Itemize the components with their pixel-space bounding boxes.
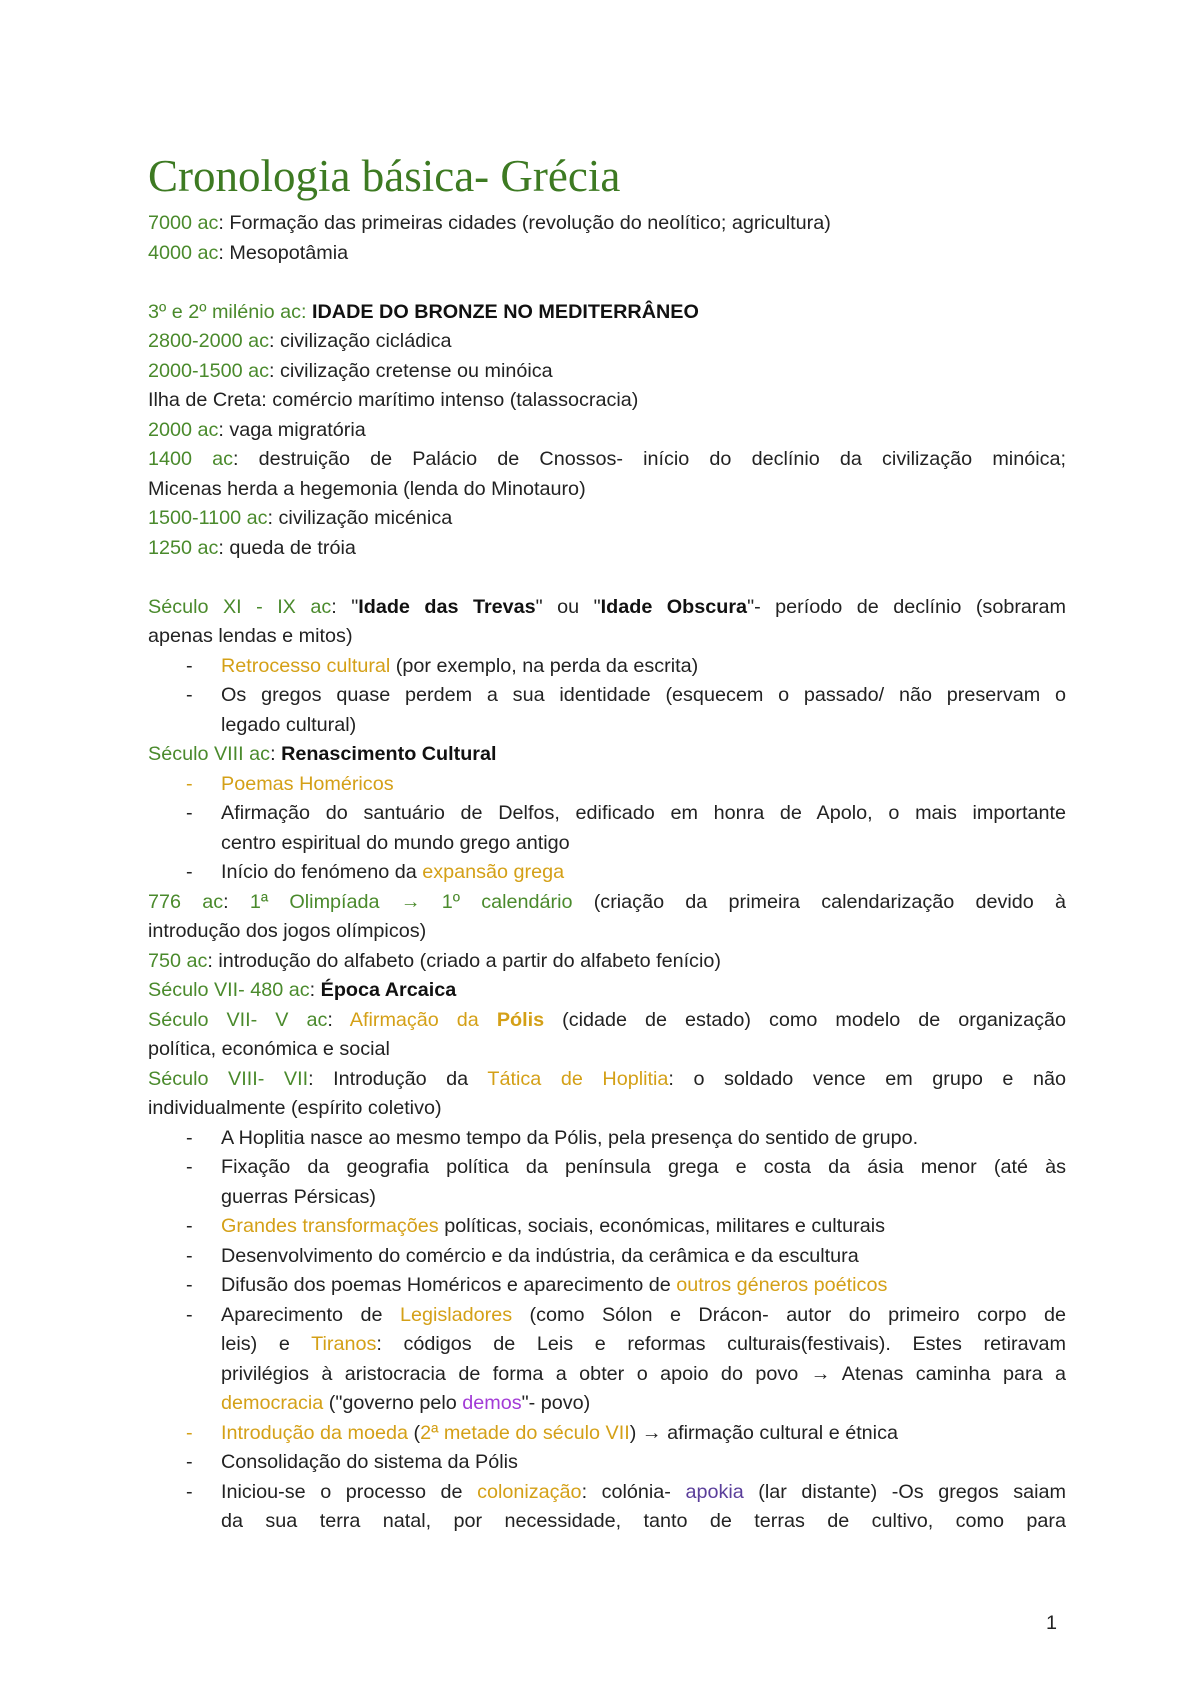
- date-label: 1250 ac: [148, 536, 219, 559]
- highlight-text: 2ª metade do século VII: [420, 1421, 630, 1444]
- bullet-dash: -: [186, 1274, 193, 1296]
- bullet-dash: -: [186, 802, 193, 824]
- bullet-item: [148, 681, 1066, 711]
- bullet-dash: -: [186, 1126, 193, 1149]
- date-label: 3º e 2º milénio ac:: [148, 300, 312, 323]
- entry-text: : colónia-: [581, 1480, 686, 1503]
- bullet-item: [148, 770, 1066, 800]
- entry-text: Consolidação do sistema da Pólis: [221, 1451, 518, 1473]
- entry-text: Iniciou-se o processo de: [221, 1480, 478, 1503]
- timeline-entry: [148, 534, 1066, 564]
- entry-text: Desenvolvimento do comércio e da indústria, da cerâmica e da escultura: [221, 1244, 859, 1267]
- date-label: Século VIII- VII: [148, 1067, 309, 1090]
- entry-text: " ou ": [535, 595, 601, 618]
- bullet-item: [148, 1124, 1066, 1154]
- entry-text: :: [309, 979, 321, 1001]
- timeline-entry: [148, 947, 1066, 977]
- bullet-dash: -: [186, 684, 193, 706]
- period-heading: IDADE DO BRONZE NO MEDITERRÂNEO: [312, 300, 699, 323]
- timeline-entry: [148, 976, 1066, 1006]
- entry-text: Ilha de Creta: comércio marítimo intenso (talassocracia): [148, 389, 639, 411]
- entry-text: ("governo pelo: [323, 1392, 463, 1414]
- entry-text: : introdução do alfabeto (criado a partir do alfabeto fenício): [207, 949, 721, 972]
- purple-term: demos: [462, 1392, 522, 1414]
- timeline-entry: [148, 239, 1066, 269]
- document-body: [148, 209, 1066, 1537]
- period-name: Idade Obscura: [600, 595, 748, 618]
- date-label: 4000 ac: [148, 241, 219, 264]
- entry-text: : civilização cretense ou minóica: [269, 359, 553, 382]
- entry-text: Fixação da geografia política da península grega e costa da ásia menor (até às: [221, 1156, 1066, 1178]
- highlight-text: Tática de Hoplitia: [487, 1067, 669, 1090]
- bullet-continuation: [148, 1507, 1066, 1537]
- timeline-entry: [148, 888, 1066, 918]
- date-label: 2000-1500 ac: [148, 359, 269, 382]
- highlight-text: 1ª Olimpíada → 1º calendário: [249, 890, 573, 913]
- bullet-continuation: legado cultural): [221, 713, 357, 736]
- bullet-continuation: [148, 1330, 1066, 1360]
- timeline-entry: [148, 357, 1066, 387]
- bullet-continuation: [148, 1360, 1066, 1390]
- bullet-item: [148, 1419, 1066, 1449]
- entry-text: Difusão dos poemas Homéricos e aparecimento de: [221, 1274, 677, 1296]
- entry-continuation: individualmente (espírito coletivo): [148, 1097, 442, 1119]
- bullet-item: [148, 1448, 1066, 1478]
- bullet-item: [148, 1212, 1066, 1242]
- bullet-dash: -: [186, 1303, 193, 1326]
- bullet-dash: -: [186, 1244, 193, 1267]
- period-name: Época Arcaica: [320, 979, 457, 1001]
- entry-continuation: Micenas herda a hegemonia (lenda do Minotauro): [148, 477, 586, 500]
- bullet-item: [148, 1271, 1066, 1301]
- entry-text: : Introdução da: [308, 1067, 488, 1090]
- bullet-dash: -: [186, 1451, 193, 1473]
- highlight-text: Tiranos: [311, 1333, 377, 1355]
- blank-line: [148, 268, 1066, 298]
- bullet-item: [148, 858, 1066, 888]
- entry-text: Aparecimento de: [221, 1303, 400, 1326]
- bullet-item: [148, 1242, 1066, 1272]
- entry-text: : Formação das primeiras cidades (revolução do neolítico; agricultura): [218, 212, 831, 234]
- bullet-item: [148, 652, 1066, 682]
- period-name: Renascimento Cultural: [281, 743, 497, 765]
- period-name: Idade das Trevas: [358, 595, 536, 618]
- highlight-text: Introdução da moeda: [221, 1421, 408, 1444]
- bullet-dash: -: [186, 654, 193, 677]
- entry-continuation: política, económica e social: [148, 1038, 390, 1060]
- date-label: 2800-2000 ac: [148, 330, 269, 352]
- bullet-item: [148, 799, 1066, 829]
- highlight-text: Grandes transformações: [221, 1215, 439, 1237]
- entry-text: : Mesopotâmia: [218, 241, 349, 264]
- entry-text: (: [407, 1421, 421, 1444]
- entry-text: : ": [331, 595, 359, 618]
- highlight-text: Legisladores: [399, 1303, 513, 1326]
- bullet-dash: -: [186, 861, 193, 883]
- date-label: Século VII- V ac: [148, 1008, 328, 1031]
- bullet-dash: -: [186, 1421, 193, 1444]
- entry-text: (criação da primeira calendarização devido à: [572, 890, 1066, 913]
- entry-text: : civilização cicládica: [269, 330, 452, 352]
- entry-text: : civilização micénica: [267, 507, 453, 529]
- bullet-continuation: centro espiritual do mundo grego antigo: [221, 831, 570, 854]
- entry-text: : queda de tróia: [218, 536, 356, 559]
- entry-text: : o soldado vence em grupo e não: [668, 1067, 1066, 1090]
- entry-text: :: [327, 1008, 350, 1031]
- highlight-term: Pólis: [496, 1008, 545, 1031]
- bullet-item: [148, 1301, 1066, 1331]
- highlight-text: outros géneros poéticos: [676, 1274, 888, 1296]
- entry-continuation: apenas lendas e mitos): [148, 625, 353, 647]
- entry-text: (lar distante) -Os gregos saiam: [743, 1480, 1066, 1503]
- date-label: 2000 ac: [148, 418, 219, 441]
- violet-term: apokia: [685, 1480, 744, 1503]
- bullet-dash: -: [186, 1480, 193, 1503]
- entry-text: (como Sólon e Drácon- autor do primeiro corpo de: [512, 1303, 1066, 1326]
- timeline-entry: [148, 1006, 1066, 1036]
- entry-text: privilégios à aristocracia de forma a obter o apoio do povo → Atenas caminha para a: [221, 1362, 1066, 1385]
- bullet-dash: -: [186, 1215, 193, 1237]
- entry-text: A Hoplitia nasce ao mesmo tempo da Pólis, pela presença do sentido de grupo.: [221, 1126, 919, 1149]
- timeline-entry: [148, 740, 1066, 770]
- timeline-entry: [148, 298, 1066, 328]
- highlight-text: democracia: [221, 1392, 324, 1414]
- entry-text: Os gregos quase perdem a sua identidade (esquecem o passado/ não preservam o: [221, 684, 1066, 706]
- entry-text: : vaga migratória: [218, 418, 366, 441]
- highlight-text: colonização: [477, 1480, 582, 1503]
- timeline-entry: [148, 327, 1066, 357]
- bullet-continuation: [148, 1389, 1066, 1419]
- entry-text: (cidade de estado) como modelo de organização: [544, 1008, 1066, 1031]
- date-label: Século VIII ac: [148, 743, 271, 765]
- entry-text: "- período de declínio (sobraram: [747, 595, 1066, 618]
- bullet-continuation: guerras Pérsicas): [221, 1185, 377, 1208]
- date-label: 7000 ac: [148, 212, 219, 234]
- date-label: 1400 ac: [148, 448, 234, 470]
- bullet-dash: -: [186, 1156, 193, 1178]
- entry-text: da sua terra natal, por necessidade, tanto de terras de cultivo, como para: [221, 1510, 1066, 1532]
- entry-text: Afirmação do santuário de Delfos, edificado em honra de Apolo, o mais importante: [221, 802, 1066, 824]
- page-number: 1: [1046, 1612, 1058, 1634]
- entry-text: :: [270, 743, 282, 765]
- highlight-text: expansão grega: [422, 861, 565, 883]
- entry-text: leis) e: [221, 1333, 312, 1355]
- page-title: Cronologia básica- Grécia: [148, 151, 621, 201]
- entry-text: : códigos de Leis e reformas culturais(festivais). Estes retiravam: [376, 1333, 1066, 1355]
- entry-text: ) → afirmação cultural e étnica: [629, 1421, 898, 1444]
- highlight-text: Poemas Homéricos: [221, 772, 394, 795]
- timeline-entry: [148, 209, 1066, 239]
- timeline-entry: [148, 593, 1066, 623]
- highlight-text: Afirmação da: [349, 1008, 497, 1031]
- entry-text: Início do fenómeno da: [221, 861, 423, 883]
- date-label: 1500-1100 ac: [148, 507, 268, 529]
- entry-text: políticas, sociais, económicas, militares e culturais: [438, 1215, 886, 1237]
- timeline-entry: [148, 1065, 1066, 1095]
- date-label: Século VII- 480 ac: [148, 979, 310, 1001]
- entry-continuation: introdução dos jogos olímpicos): [148, 920, 427, 942]
- bullet-item: [148, 1478, 1066, 1508]
- timeline-entry: [148, 504, 1066, 534]
- bullet-item: [148, 1153, 1066, 1183]
- entry-text: "- povo): [521, 1392, 591, 1414]
- timeline-entry: [148, 445, 1066, 475]
- bullet-dash: -: [186, 772, 193, 795]
- date-label: Século XI - IX ac: [148, 595, 332, 618]
- entry-text: : destruição de Palácio de Cnossos- início do declínio da civilização minóica;: [233, 448, 1066, 470]
- entry-text: (por exemplo, na perda da escrita): [390, 654, 699, 677]
- entry-text: :: [223, 890, 250, 913]
- highlight-text: Retrocesso cultural: [221, 654, 391, 677]
- timeline-entry: [148, 416, 1066, 446]
- blank-line: [148, 563, 1066, 593]
- date-label: 776 ac: [148, 890, 224, 913]
- date-label: 750 ac: [148, 949, 208, 972]
